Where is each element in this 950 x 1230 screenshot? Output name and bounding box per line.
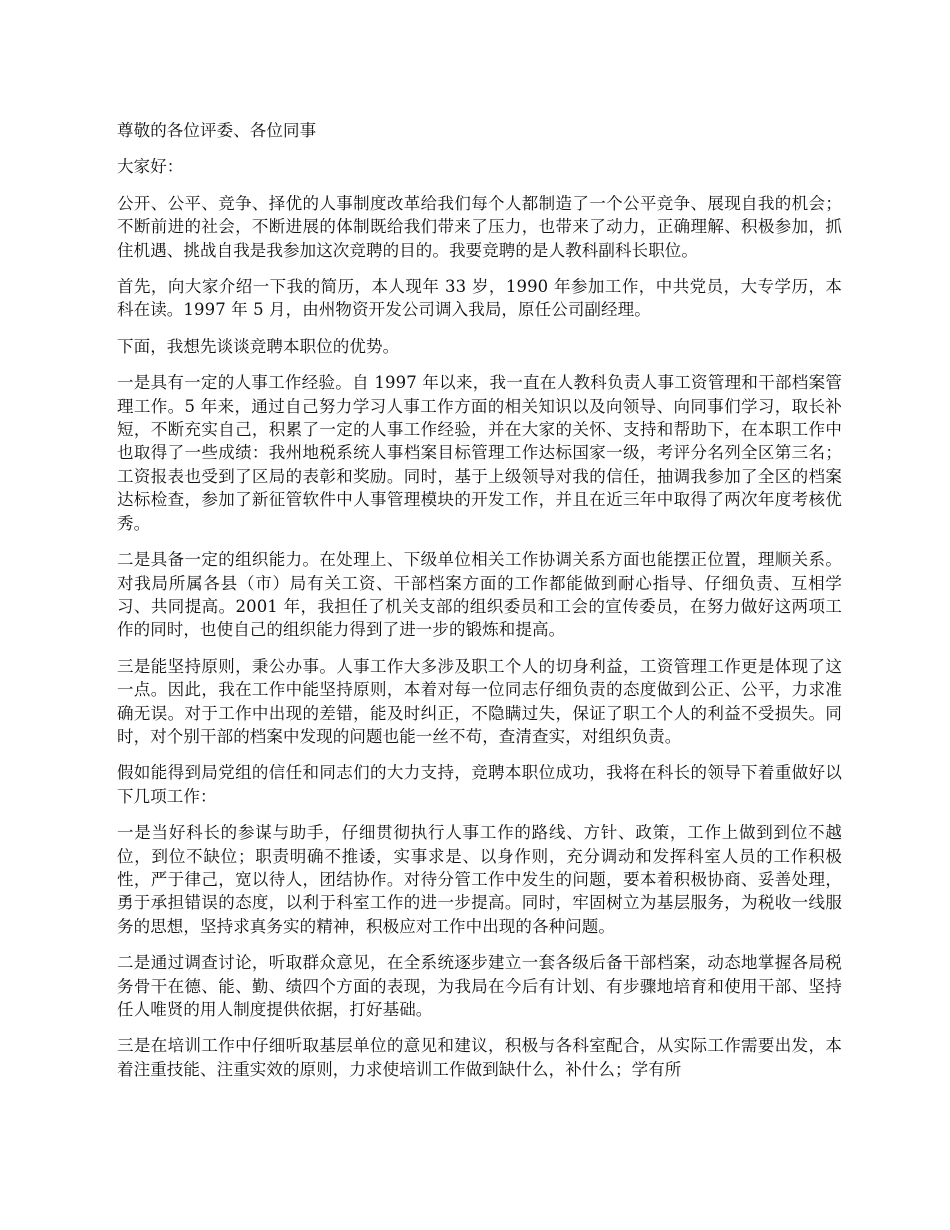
paragraph-plan-archives: 二是通过调查讨论，听取群众意见，在全系统逐步建立一套各级后备干部档案，动态地掌握各局税务骨干在德、能、勤、绩四个方面的表现，为我局在今后有计划、有步骤地培育和使用干部、坚持任人唯贤的用人制度提供依据，打好基础。	[117, 953, 842, 1019]
paragraph-advantage-organization: 二是具备一定的组织能力。在处理上、下级单位相关工作协调关系方面也能摆正位置，理顺关系。对我局所属各县（市）局有关工资、干部档案方面的工作都能做到耐心指导、仔细负责、互相学习、共同提高。2001 年，我担任了机关支部的组织委员和工会的宣传委员，在努力做好这两项工作的同时，也使自己的组织能力得到了进一步的锻炼和提高。	[117, 550, 842, 640]
paragraph-plan-heading: 假如能得到局党组的信任和同志们的大力支持，竞聘本职位成功，我将在科长的领导下着重做好以下几项工作：	[117, 763, 842, 806]
salutation: 尊敬的各位评委、各位同事	[117, 121, 317, 140]
document-page	[117, 119, 842, 1094]
paragraph-advantage-principle: 三是能坚持原则，秉公办事。人事工作大多涉及职工个人的切身利益，工资管理工作更是体现了这一点。因此，我在工作中能坚持原则，本着对每一位同志仔细负责的态度做到公正、公平，力求准确无误。对于工作中出现的差错，能及时纠正，不隐瞒过失，保证了职工个人的利益不受损失。同时，对个别干部的档案中发现的问题也能一丝不苟，查清查实，对组织负责。	[117, 656, 842, 746]
greeting: 大家好：	[117, 157, 184, 177]
paragraph-plan-assistant: 一是当好科长的参谋与助手，仔细贯彻执行人事工作的路线、方针、政策，工作上做到到位不越位，到位不缺位；职责明确不推诿，实事求是、以身作则，充分调动和发挥科室人员的工作积极性，严于律己，宽以待人，团结协作。对待分管工作中发生的问题，要本着积极协商、妥善处理，勇于承担错误的态度，以利于科室工作的进一步提高。同时，牢固树立为基层服务，为税收一线服务的思想，坚持求真务实的精神，积极应对工作中出现的各种问题。	[117, 823, 842, 936]
paragraph-advantages-heading: 下面，我想先谈谈竞聘本职位的优势。	[117, 336, 400, 356]
paragraph-resume: 首先，向大家介绍一下我的简历，本人现年 33 岁，1990 年参加工作，中共党员，大专学历，本科在读。1997 年 5 月，由州物资开发公司调入我局，原任公司副经理。	[117, 277, 842, 320]
paragraph-advantage-experience: 一是具有一定的人事工作经验。自 1997 年以来，我一直在人教科负责人事工资管理和干部档案管理工作。5 年来，通过自己努力学习人事工作方面的相关知识以及向领导、向同事们学习，取长补短，不断充实自己，积累了一定的人事工作经验，并在大家的关怀、支持和帮助下，在本职工作中也取得了一些成绩：我州地税系统人事档案目标管理工作达标国家一级，考评分名列全区第三名；工资报表也受到了区局的表彰和奖励。同时，基于上级领导对我的信任，抽调我参加了全区的档案达标检查，参加了新征管软件中人事管理模块的开发工作，并且在近三年中取得了两次年度考核优秀。	[117, 373, 842, 533]
paragraph-intro: 公开、公平、竞争、择优的人事制度改革给我们每个人都制造了一个公平竞争、展现自我的机会；不断前进的社会，不断进展的体制既给我们带来了压力，也带来了动力，正确理解、积极参加，抓住机遇、挑战自我是我参加这次竞聘的目的。我要竞聘的是人教科副科长职位。	[117, 193, 842, 260]
paragraph-plan-training: 三是在培训工作中仔细听取基层单位的意见和建议，积极与各科室配合，从实际工作需要出发，本着注重技能、注重实效的原则，力求使培训工作做到缺什么，补什么；学有所	[117, 1036, 842, 1079]
